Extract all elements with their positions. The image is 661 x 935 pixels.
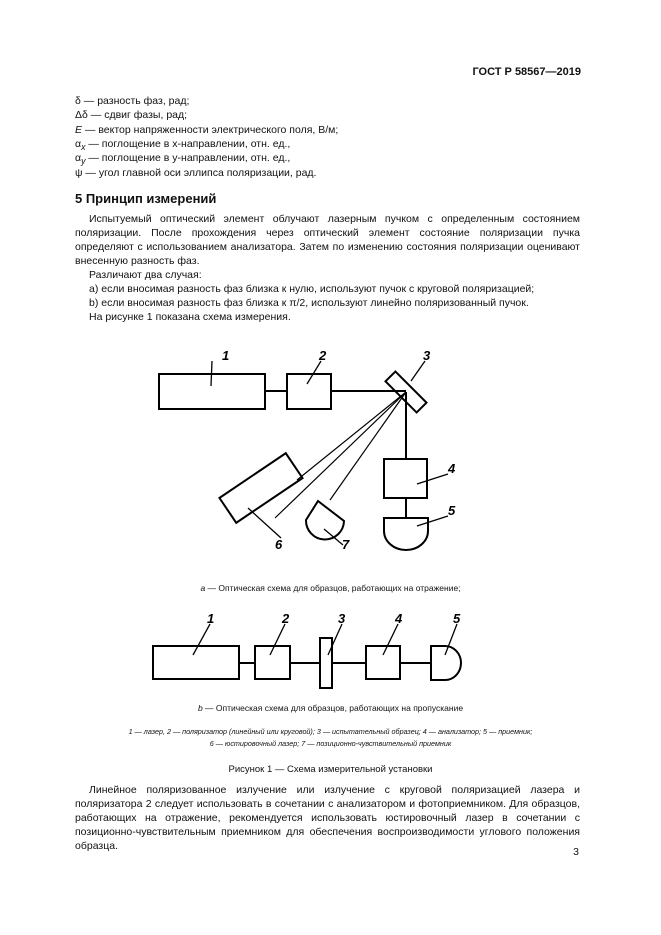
symbol-definition bbox=[75, 166, 316, 180]
symbol: $\alpha_y$ bbox=[75, 152, 86, 167]
label-leader bbox=[211, 361, 212, 386]
section-paragraph-3: На рисунке 1 показана схема измерения. bbox=[89, 311, 291, 323]
beam-line bbox=[330, 392, 406, 500]
closing-paragraph: Линейное поляризованное излучение или излучение с круговой поляризацией лазера и поляризатора 2 следует использовать в сочетании с анализатором и фотоприемником. Для образцов, работающих на отражение, рекомендуется использовать юстировочный лазер в сочетании с позиционно-чувствительным приемником для обеспечения воспроизводимости углового положения образца. bbox=[75, 784, 580, 852]
analyzer-block bbox=[384, 459, 427, 498]
label-position-sensor: 7 bbox=[342, 537, 350, 552]
label-polarizer: 2 bbox=[319, 348, 327, 363]
label-sample: 3 bbox=[338, 611, 346, 626]
page-number: 3 bbox=[573, 846, 579, 858]
symbol: $\alpha_x$ bbox=[75, 137, 86, 152]
polarizer-block bbox=[287, 374, 331, 409]
symbol-text: — поглощение в y-направлении, отн. ед., bbox=[85, 152, 291, 165]
laser-block bbox=[153, 646, 239, 679]
label-receiver: 5 bbox=[448, 503, 456, 518]
caption-b: b — Оптическая схема для образцов, работающих на пропускание bbox=[197, 703, 464, 713]
label-leader bbox=[193, 624, 210, 655]
caption-a: a — Оптическая схема для образцов, работающих на отражение; bbox=[200, 583, 461, 593]
analyzer-block bbox=[366, 646, 400, 679]
beam-line bbox=[275, 392, 406, 518]
symbol: E bbox=[75, 123, 83, 136]
symbol: δ bbox=[75, 95, 81, 107]
figure-title: Рисунок 1 — Схема измерительной установки bbox=[228, 764, 433, 775]
label-leader bbox=[411, 361, 425, 381]
label-analyzer: 4 bbox=[448, 461, 456, 476]
symbol-definition bbox=[75, 108, 187, 122]
sample-block bbox=[320, 638, 332, 688]
label-leader bbox=[248, 508, 281, 538]
label-leader bbox=[270, 624, 285, 655]
diagram-reflection bbox=[0, 335, 661, 565]
label-polarizer: 2 bbox=[282, 611, 290, 626]
beam-line bbox=[297, 392, 406, 480]
receiver-block bbox=[384, 518, 428, 550]
legend-line-2: 6 — юстировочный лазер; 7 — позиционно-чувствительный приемник bbox=[209, 739, 452, 748]
label-leader bbox=[307, 361, 321, 384]
label-leader bbox=[383, 624, 398, 655]
symbol-text: — разность фаз, рад; bbox=[80, 95, 190, 107]
symbol-text: — угол главной оси эллипса поляризации, рад. bbox=[82, 166, 317, 179]
label-analyzer: 4 bbox=[395, 611, 403, 626]
label-alignment-laser: 6 bbox=[275, 537, 283, 552]
legend-line-1: 1 — лазер, 2 — поляризатор (линейный или круговой); 3 — испытательный образец; 4 — анализатор; 5 — приемник; bbox=[128, 727, 533, 736]
section-title: 5 Принцип измерений bbox=[75, 191, 217, 206]
symbol: ψ bbox=[75, 166, 83, 179]
label-receiver: 5 bbox=[453, 611, 461, 626]
label-laser: 1 bbox=[207, 611, 215, 626]
symbol-definition bbox=[75, 123, 338, 137]
symbol-text: — поглощение в x-направлении, отн. ед., bbox=[85, 137, 291, 150]
section-paragraph-2: Различают два случая: bbox=[89, 269, 202, 281]
label-leader bbox=[417, 474, 448, 484]
position-sensor-block bbox=[306, 501, 344, 539]
case-b: b) если вносимая разность фаз близка к π/2, используют линейно поляризованный пучок. bbox=[89, 297, 529, 309]
symbol-text: — сдвиг фазы, рад; bbox=[87, 109, 188, 122]
alignment-laser-block bbox=[219, 453, 302, 523]
label-leader bbox=[328, 624, 342, 655]
section-paragraph-1: Испытуемый оптический элемент облучают лазерным пучком с определенным состоянием поляризации. После прохождения через оптический элемент состояние поляризации пучка определяют с использованием анализатора. Затем по изменению состояния поляризации оценивают внесенную разность фаз. bbox=[75, 213, 580, 267]
label-sample: 3 bbox=[423, 348, 431, 363]
symbol-text: — вектор напряженности электрического поля, В/м; bbox=[82, 123, 339, 136]
laser-block bbox=[159, 374, 265, 409]
symbol: Δδ bbox=[75, 109, 88, 122]
standard-id: ГОСТ Р 58567—2019 bbox=[472, 66, 581, 78]
symbol-definition bbox=[75, 94, 189, 108]
case-a: а) если вносимая разность фаз близка к нулю, используют пучок с круговой поляризацией; bbox=[89, 283, 535, 295]
diagram-transmission bbox=[0, 605, 661, 690]
label-laser: 1 bbox=[222, 348, 230, 363]
